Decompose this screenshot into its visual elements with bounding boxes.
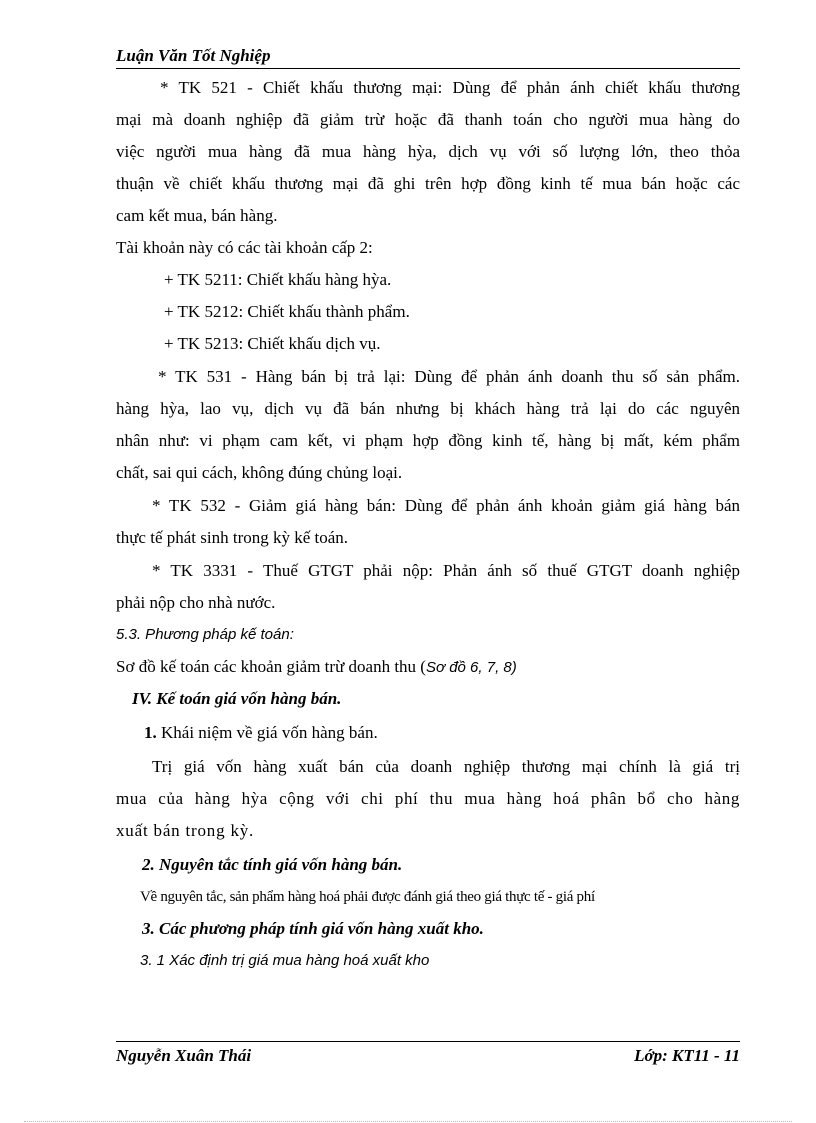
section-heading-5-3: 5.3. Phương pháp kế toán:	[116, 626, 294, 643]
cost-definition-line: Trị giá vốn hàng xuất bán của doanh nghiệp thương mại chính là giá trị	[152, 757, 740, 776]
tk531-line: hàng hỳa, lao vụ, dịch vụ đã bán nhưng bị khách hàng trả lại do các nguyên	[116, 399, 740, 418]
sub-account-item: + TK 5212: Chiết khấu thành phẩm.	[164, 302, 410, 321]
sub-accounts-intro: Tài khoản này có các tài khoản cấp 2:	[116, 238, 373, 257]
page-footer	[116, 1041, 740, 1068]
diagram-text: Sơ đồ kế toán các khoản giảm trừ doanh thu (	[116, 657, 426, 676]
tk3331-line: phải nộp cho nhà nước.	[116, 593, 276, 612]
diagram-reference	[116, 657, 517, 678]
item-1-number: 1.	[144, 723, 157, 742]
cost-definition-line: mua của hàng hỳa cộng với chi phí thu mua hàng hoá phân bổ cho hàng	[116, 789, 740, 808]
tk521-line: thuận về chiết khấu thương mại đã ghi trên hợp đồng kinh tế mua bán hoặc các	[116, 174, 740, 193]
tk532-line: * TK 532 - Giảm giá hàng bán: Dùng để phản ánh khoản giảm giá hàng bán	[152, 496, 740, 515]
item-1-text: Khái niệm về giá vốn hàng bán.	[161, 723, 378, 742]
tk521-line: * TK 521 - Chiết khấu thương mại: Dùng để phản ánh chiết khấu thương	[160, 78, 740, 97]
tk532-line: thực tế phát sinh trong kỳ kế toán.	[116, 528, 349, 547]
tk3331-line: * TK 3331 - Thuế GTGT phải nộp: Phản ánh số thuế GTGT doanh nghiệp	[152, 561, 740, 580]
tk521-line: mại mà doanh nghiệp đã giảm trừ hoặc đã thanh toán cho người mua hàng do	[116, 110, 740, 129]
tk521-line: việc người mua hàng đã mua hàng hỳa, dịch vụ với số lượng lớn, theo thỏa	[116, 142, 740, 161]
sub-account-item: + TK 5211: Chiết khấu hàng hỳa.	[164, 270, 392, 289]
tk531-line: chất, sai qui cách, không đúng chủng loại.	[116, 463, 403, 482]
page-header	[116, 46, 740, 69]
diagram-ref: Sơ đồ 6, 7, 8)	[425, 659, 517, 676]
footer-class: Lớp: KT11 - 11	[634, 1046, 740, 1065]
item-3: 3. Các phương pháp tính giá vốn hàng xuất kho.	[142, 919, 484, 938]
tk531-line: nhân như: vi phạm cam kết, vi phạm hợp đồng kinh tế, hàng bị mất, kém phẩm	[116, 431, 740, 450]
principle-text: Về nguyên tắc, sản phẩm hàng hoá phải được đánh giá theo giá thực tế - giá phí	[140, 889, 595, 905]
heading-iv: IV. Kế toán giá vốn hàng bán.	[132, 689, 342, 708]
footer-author: Nguyễn Xuân Thái	[116, 1046, 252, 1065]
tk521-line: cam kết mua, bán hàng.	[116, 206, 278, 225]
tk531-line: * TK 531 - Hàng bán bị trả lại: Dùng để phản ánh doanh thu số sản phẩm.	[158, 367, 740, 386]
page-edge-divider	[24, 1121, 792, 1122]
item-2: 2. Nguyên tắc tính giá vốn hàng bán.	[142, 855, 403, 874]
header-title: Luận Văn Tốt Nghiệp	[116, 46, 271, 65]
cost-definition-line: xuất bán trong kỳ.	[116, 821, 255, 840]
item-1	[144, 723, 378, 743]
subsection-3-1: 3. 1 Xác định trị giá mua hàng hoá xuất kho	[140, 952, 430, 969]
sub-account-item: + TK 5213: Chiết khấu dịch vụ.	[164, 334, 381, 353]
